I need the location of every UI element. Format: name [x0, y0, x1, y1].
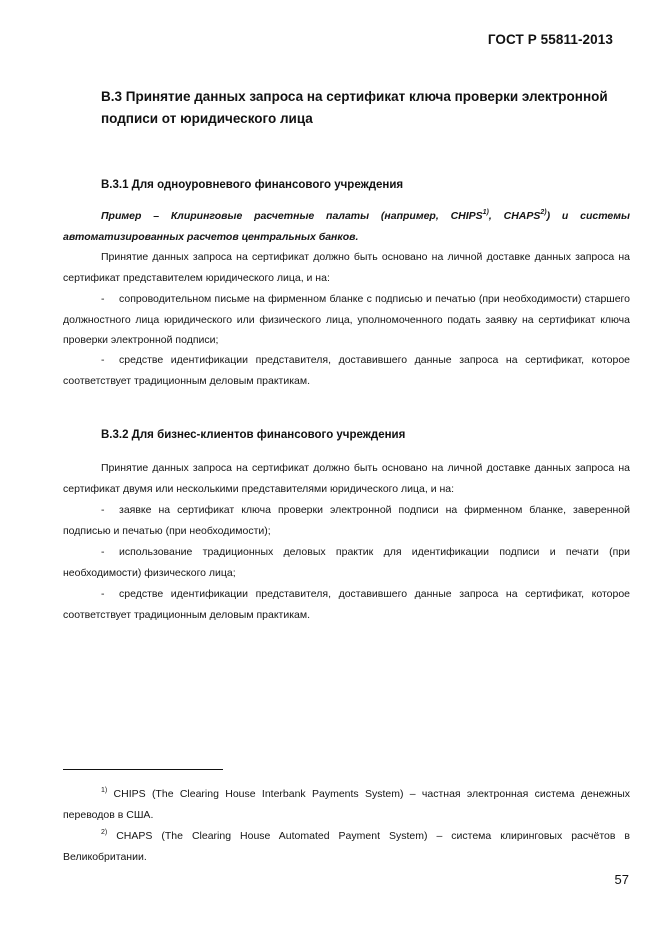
section-title: В.3 Принятие данных запроса на сертификат ключа проверки электронной подписи от юридического лица — [101, 89, 608, 126]
bullet-dash: - — [101, 588, 105, 600]
example-text-suffix: ) и системы автоматизированных расчетов центральных банков. — [63, 210, 630, 243]
list-item-text: заявке на сертификат ключа проверки электронной подписи на фирменном бланке, заверенной подписью и печатью (при необходимости); — [63, 504, 630, 537]
footnote — [63, 784, 630, 825]
paragraph-text: Принятие данных запроса на сертификат должно быть основано на личной доставке данных запроса на сертификат двумя или несколькими представителями юридического лица, и на: — [63, 462, 630, 495]
footnote — [63, 826, 630, 867]
example-text-mid: , CHAPS — [488, 210, 541, 222]
subsection-title-2: В.3.2 Для бизнес-клиентов финансового учреждения — [101, 429, 406, 441]
bullet-dash: - — [101, 546, 105, 558]
paragraph-intro-1 — [63, 247, 630, 288]
list-item — [63, 542, 630, 583]
example-text-prefix: Пример – Клиринговые расчетные палаты (например, CHIPS — [101, 210, 483, 222]
bullet-dash: - — [101, 293, 105, 305]
bullet-dash: - — [101, 354, 105, 366]
subsection-title-1: В.3.1 Для одноуровневого финансового учреждения — [101, 179, 404, 191]
bullet-dash: - — [101, 504, 105, 516]
list-item-text: средстве идентификации представителя, доставившего данные запроса на сертификат, которое соответствует традиционным деловым практикам. — [63, 354, 630, 387]
list-item — [63, 289, 630, 351]
footnote-ref-1: 1) — [482, 209, 489, 216]
footnote-ref-2: 2) — [540, 209, 547, 216]
footnote-text: CHIPS (The Clearing House Interbank Payments System) – частная электронная система денежных переводов в США. — [63, 788, 631, 821]
list-item-text: использование традиционных деловых практик для идентификации подписи и печати (при необходимости) физического лица; — [63, 546, 630, 579]
footnote-separator — [63, 769, 223, 770]
footnote-mark: 1) — [101, 787, 108, 794]
footnote-mark: 2) — [101, 829, 108, 836]
footnote-text: CHAPS (The Clearing House Automated Payment System) – система клиринговых расчётов в Великобритании. — [63, 830, 630, 863]
list-item — [63, 350, 630, 391]
example-paragraph — [63, 206, 630, 247]
paragraph-intro-2 — [63, 458, 630, 499]
paragraph-text: Принятие данных запроса на сертификат должно быть основано на личной доставке данных запроса на сертификат представителем юридического лица, и на: — [63, 251, 630, 284]
list-item-text: средстве идентификации представителя, доставившего данные запроса на сертификат, которое соответствует традиционным деловым практикам. — [63, 588, 630, 621]
list-item — [63, 584, 630, 625]
standard-designation: ГОСТ Р 55811-2013 — [487, 32, 613, 47]
page-number: 57 — [614, 872, 629, 887]
list-item-text: сопроводительном письме на фирменном бланке с подписью и печатью (при необходимости) старшего должностного лица юридического или физического лица, уполномоченного подать заявку на сертификат ключа проверки электронной подписи; — [63, 293, 630, 346]
list-item — [63, 500, 630, 541]
